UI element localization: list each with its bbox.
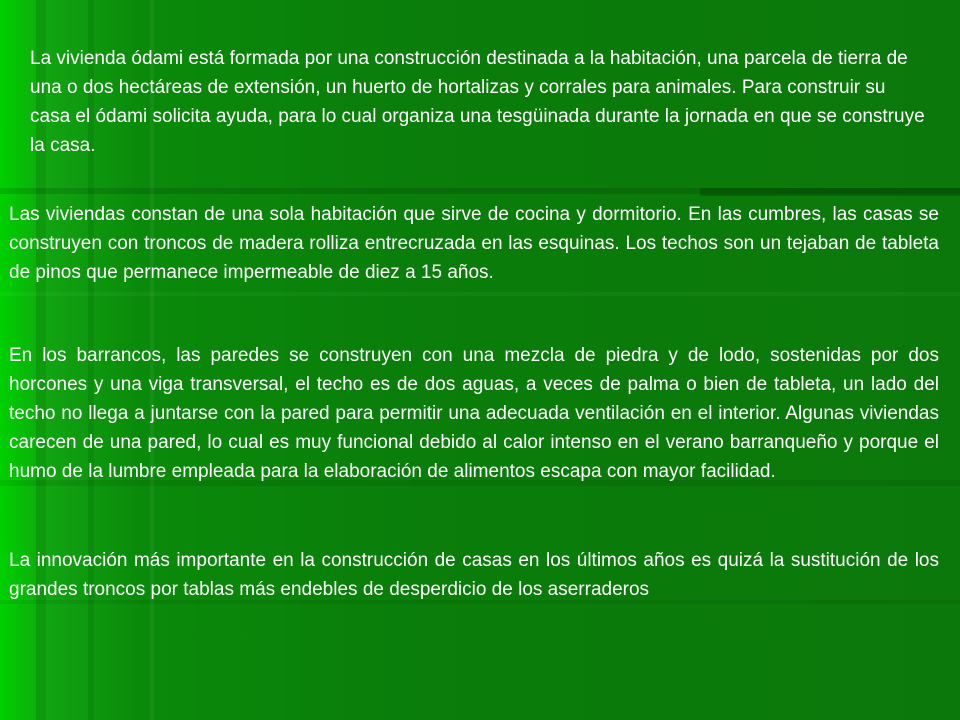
paragraph-viviendas-cumbres: Las viviendas constan de una sola habitación que sirve de cocina y dormitorio. En las cumbres, las casas se construyen con troncos de madera rolliza entrecruzada en las esquinas. Los techos son un tejaban de tableta de pinos que permanece impermeable de diez a 15 años. (9, 204, 939, 283)
paragraph-vivienda-odami: La vivienda ódami está formada por una construcción destinada a la habitación, una parcela de tierra de una o dos hectáreas de extensión, un huerto de hortalizas y corrales para animales. Para construir su casa el ódami solicita ayuda, para lo cual organiza una tesgüinada durante la jornada en que se construye la casa. (30, 48, 925, 156)
paragraph-innovacion: La innovación más importante en la construcción de casas en los últimos años es quizá la sustitución de los grandes troncos por tablas más endebles de desperdicio de los aserraderos (9, 550, 939, 600)
decorative-shadow (700, 188, 960, 196)
paragraph-barrancos: En los barrancos, las paredes se construyen con una mezcla de piedra y de lodo, sostenidas por dos horcones y una viga transversal, el techo es de dos aguas, a veces de palma o bien de tableta, un lado del techo no llega a juntarse con la pared para permitir una adecuada ventilación en el interior. Algunas viviendas carecen de una pared, lo cual es muy funcional debido al calor intenso en el verano barranqueño y porque el humo de la lumbre empleada para la elaboración de alimentos escapa con mayor facilidad. (9, 345, 939, 482)
decorative-band (0, 292, 960, 296)
